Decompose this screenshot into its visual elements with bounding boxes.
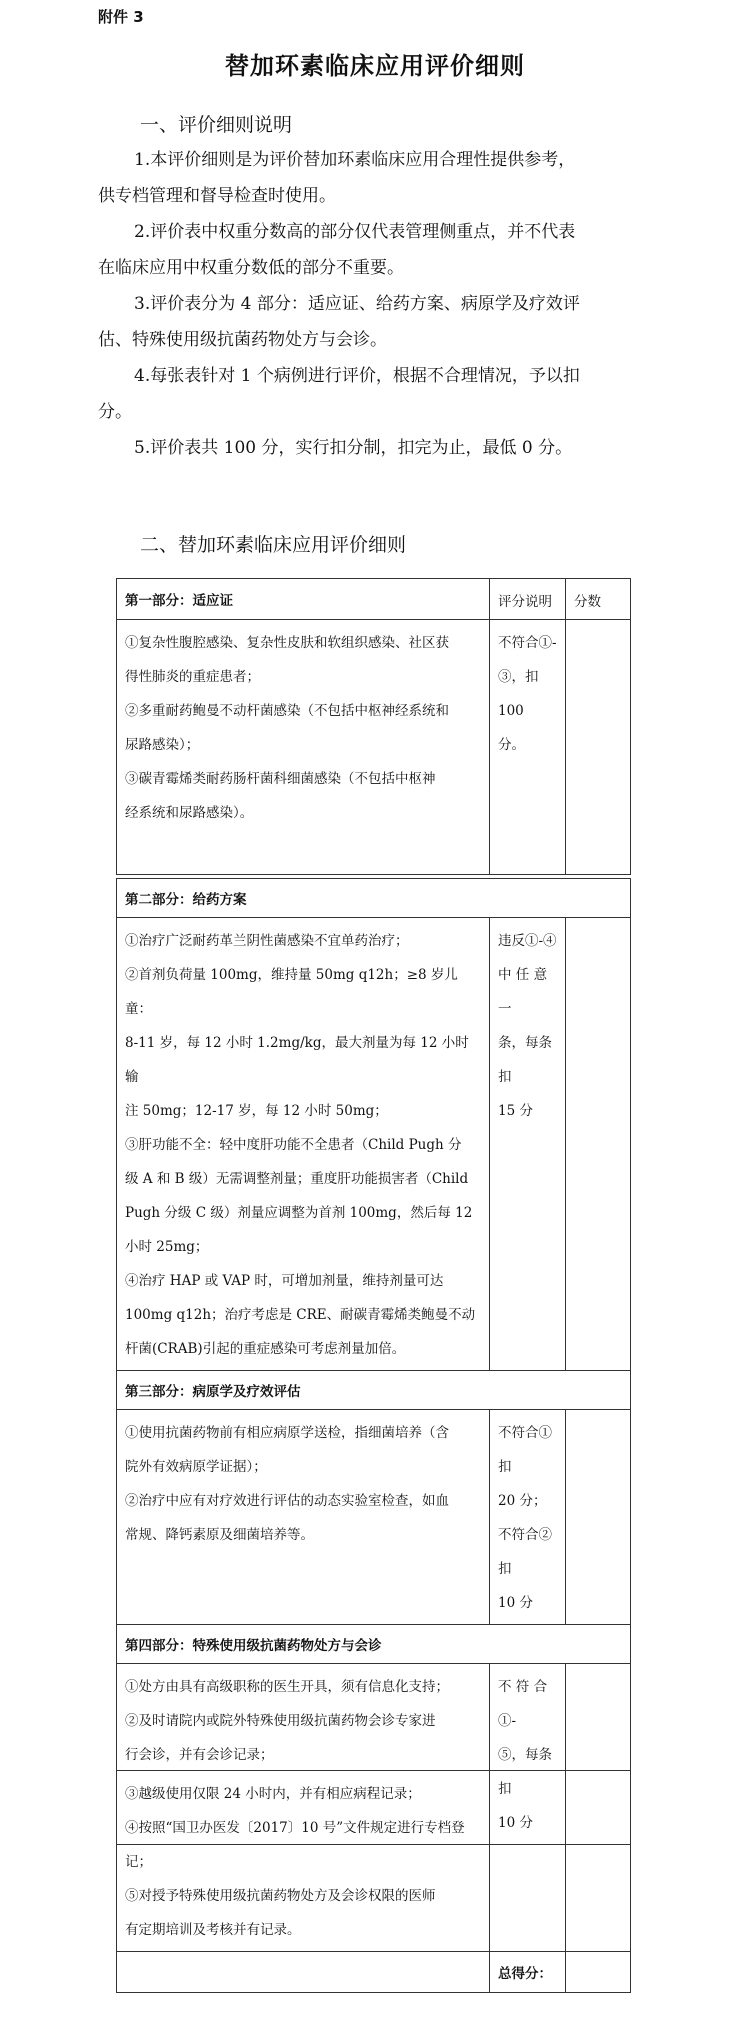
section-heading-1: 一、评价细则说明 bbox=[140, 114, 293, 136]
part1-header: 第一部分：适应证 bbox=[117, 579, 490, 620]
part3-criteria: ①使用抗菌药物前有相应病原学送检，指细菌培养（含 院外有效病原学证据）； ②治疗中应有对疗效进行评估的动态实验室检查，如血 常规、降钙素原及细菌培养等。 bbox=[117, 1410, 490, 1625]
table-dosing-etiology-prescription bbox=[116, 878, 631, 1845]
scoring-note-header: 评分说明 bbox=[490, 579, 566, 620]
table-prescription-continued bbox=[116, 1770, 631, 1993]
total-score-label: 总得分： bbox=[490, 1952, 566, 1993]
paragraph-4: 4.每张表针对 1 个病例进行评价，根据不合理情况，予以扣 分。 bbox=[98, 366, 580, 422]
part4-scoring-note-continued bbox=[490, 1771, 566, 1952]
part2-header: 第二部分：给药方案 bbox=[117, 879, 631, 918]
table-indications bbox=[116, 578, 631, 875]
paragraph-5: 5.评价表共 100 分，实行扣分制，扣完为止，最低 0 分。 bbox=[134, 438, 573, 458]
section-heading-2: 二、替加环素临床应用评价细则 bbox=[140, 534, 407, 556]
part4-criteria: ①处方由具有高级职称的医生开具，须有信息化支持； ②及时请院内或院外特殊使用级抗菌药物会诊专家进 行会诊，并有会诊记录； bbox=[117, 1664, 490, 1845]
attachment-label: 附件 3 bbox=[98, 8, 144, 26]
part1-scoring-note: 不符合①- ③，扣 100 分。 bbox=[490, 620, 566, 875]
total-blank-cell bbox=[117, 1952, 490, 1993]
page-title: 替加环素临床应用评价细则 bbox=[225, 52, 525, 80]
paragraph-2: 2.评价表中权重分数高的部分仅代表管理侧重点，并不代表 在临床应用中权重分数低的部分不重要。 bbox=[98, 222, 576, 278]
part3-score-cell bbox=[566, 1410, 631, 1625]
score-header: 分数 bbox=[566, 579, 631, 620]
part4-criteria-continued: ③越级使用仅限 24 小时内，并有相应病程记录； ④按照“国卫办医发〔2017〕10 号”文件规定进行专档登 记； ⑤对授予特殊使用级抗菌药物处方及会诊权限的医师 有定期培训及考核并有记录。 bbox=[117, 1771, 490, 1952]
total-score-value bbox=[566, 1952, 631, 1993]
part1-score-cell bbox=[566, 620, 631, 875]
part4-scoring-note: 不 符 合 ①- ⑤，每条扣 10 分 bbox=[490, 1664, 566, 1845]
part2-score-cell bbox=[566, 918, 631, 1371]
part4-score-cell-continued bbox=[566, 1771, 631, 1952]
paragraph-3: 3.评价表分为 4 部分：适应证、给药方案、病原学及疗效评 估、特殊使用级抗菌药物处方与会诊。 bbox=[98, 294, 580, 350]
part3-scoring-note: 不符合①扣 20 分； 不符合②扣 10 分 bbox=[490, 1410, 566, 1625]
part3-header: 第三部分：病原学及疗效评估 bbox=[117, 1371, 631, 1410]
part2-scoring-note: 违反①-④ 中 任 意 一 条，每条扣 15 分 bbox=[490, 918, 566, 1371]
part1-criteria: ①复杂性腹腔感染、复杂性皮肤和软组织感染、社区获 得性肺炎的重症患者； ②多重耐药鲍曼不动杆菌感染（不包括中枢神经系统和 尿路感染）； ③碳青霉烯类耐药肠杆菌科细菌感染（不包括中枢神 经系统和尿路感染）。 bbox=[117, 620, 490, 875]
part2-criteria: ①治疗广泛耐药革兰阴性菌感染不宜单药治疗； ②首剂负荷量 100mg，维持量 50mg q12h；≥8 岁儿童： 8-11 岁，每 12 小时 1.2mg/kg，最大剂量为每 12 小时输 注 50mg；12-17 岁，每 12 小时 50mg； ③肝功能不全：轻中度肝功能不全患者（Child Pugh 分 级 A 和 B 级）无需调整剂量；重度肝功能损害者（Child Pugh 分级 C 级）剂量应调整为首剂 100mg，然后每 12 小时 25mg； ④治疗 HAP 或 VAP 时，可增加剂量，维持剂量可达 100mg q12h；治疗考虑是 CRE、耐碳青霉烯类鲍曼不动 杆菌(CRAB)引起的重症感染可考虑剂量加倍。 bbox=[117, 918, 490, 1371]
part4-header: 第四部分：特殊使用级抗菌药物处方与会诊 bbox=[117, 1625, 631, 1664]
paragraph-1: 1.本评价细则是为评价替加环素临床应用合理性提供参考， 供专档管理和督导检查时使用。 bbox=[98, 150, 576, 206]
